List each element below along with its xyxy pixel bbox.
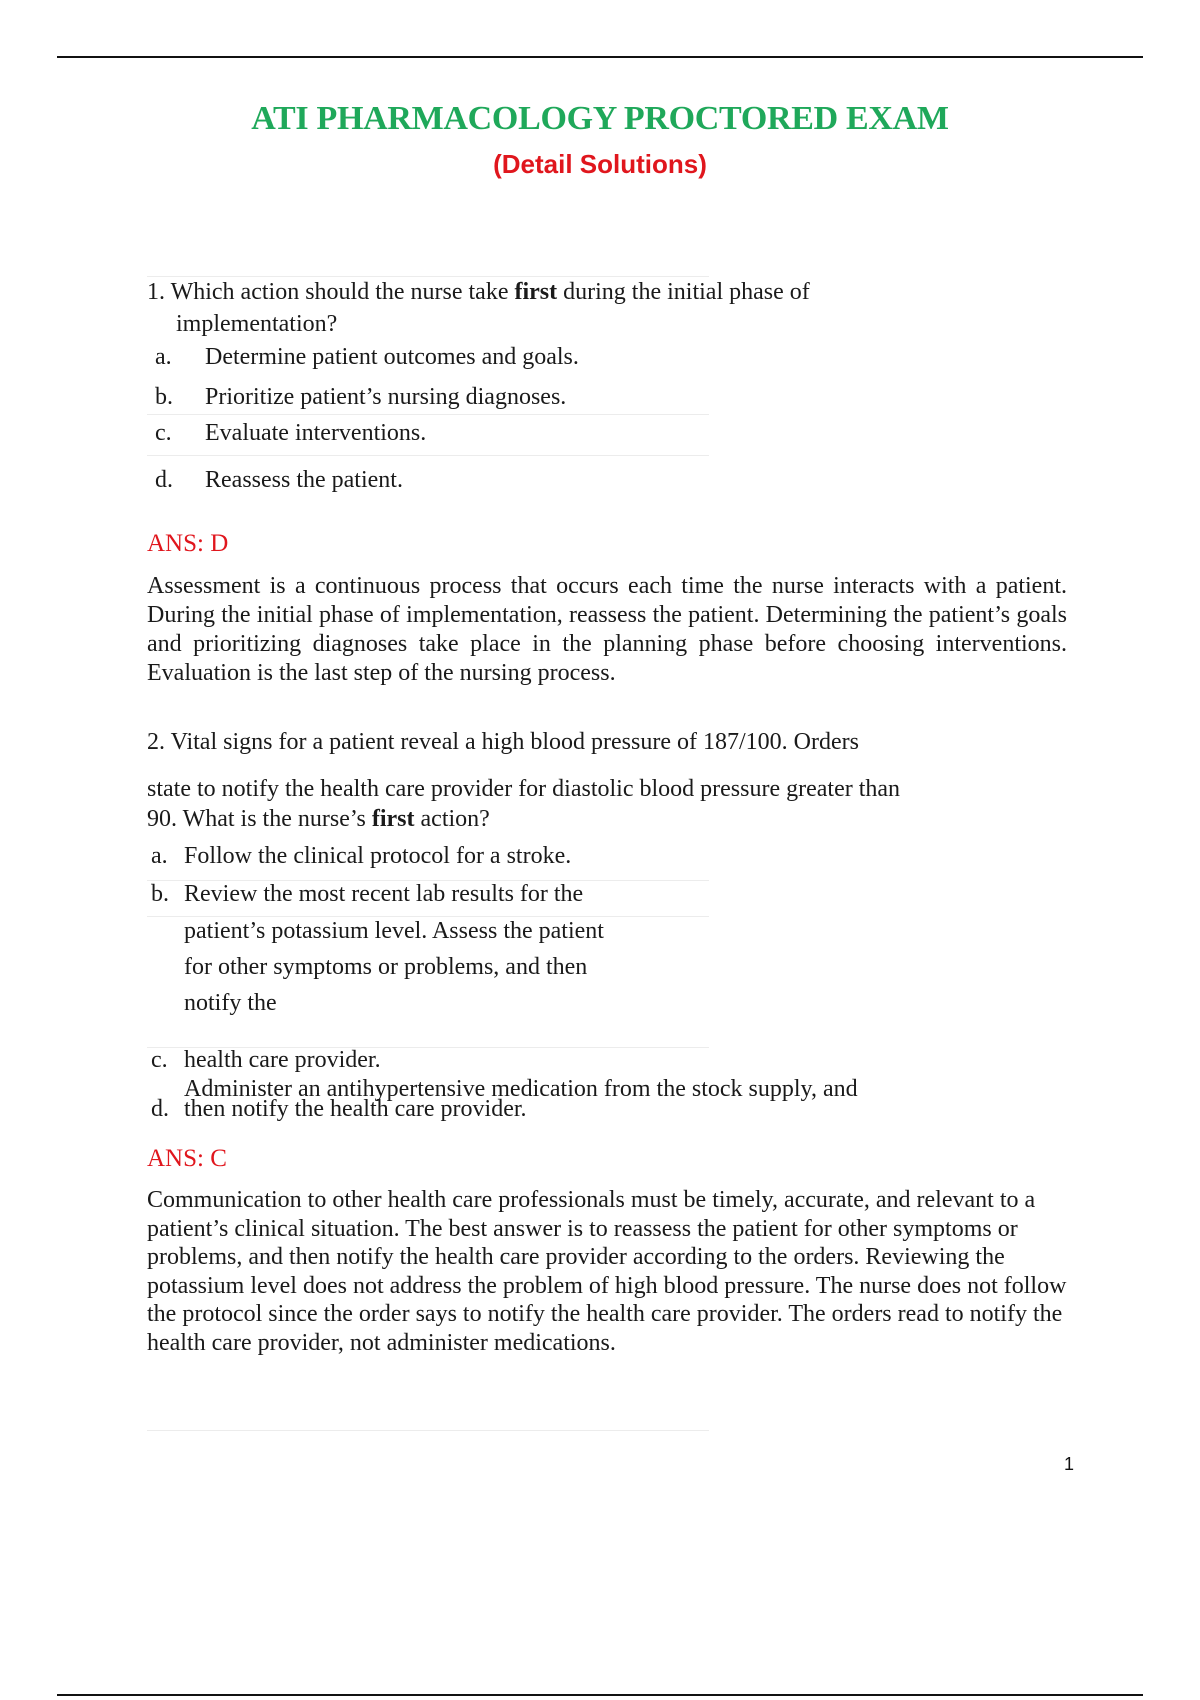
option-letter: a.: [155, 344, 172, 370]
option-text: notify the: [184, 990, 277, 1016]
emphasis-first: first: [371, 806, 415, 832]
option-text: Administer an antihypertensive medication from the stock supply, and: [184, 1076, 858, 1102]
stem-text: during the initial phase of: [563, 279, 810, 305]
top-rule: [57, 56, 1143, 58]
question-2-stem-line3: [147, 805, 490, 833]
rationale-1: Assessment is a continuous process that occurs each time the nurse interacts with a patient. During the initial phase of implementation, reassess the patient. Determining the patient’s goals and prioritizing diagnoses take place in the planning phase before choosing interventions. Evaluation is the last step of the nursing process.: [147, 573, 1067, 686]
faint-rule: [147, 455, 709, 456]
option-text: health care provider.: [184, 1047, 381, 1073]
faint-rule: [147, 1430, 709, 1431]
option-text: patient’s potassium level. Assess the patient: [184, 918, 604, 944]
option-letter: b.: [151, 881, 169, 907]
answer-1: ANS: D: [147, 530, 229, 557]
option-letter: a.: [151, 843, 168, 869]
option-text: then notify the health care provider.: [184, 1096, 527, 1122]
answer-2: ANS: C: [147, 1145, 227, 1172]
document-subtitle: (Detail Solutions): [493, 149, 707, 179]
question-1-stem: [147, 278, 810, 306]
option-text: Follow the clinical protocol for a stroke.: [184, 843, 572, 869]
faint-rule: [147, 276, 709, 277]
question-1-stem-line2: implementation?: [176, 311, 338, 337]
stem-text: 90. What is the nurse’s: [147, 806, 366, 832]
option-text: Evaluate interventions.: [205, 420, 427, 446]
option-text: Review the most recent lab results for the: [184, 881, 584, 907]
bottom-rule: [57, 1694, 1143, 1696]
option-text: for other symptoms or problems, and then: [184, 954, 588, 980]
faint-rule: [147, 414, 709, 415]
option-letter: c.: [155, 420, 172, 446]
page-number: 1: [1064, 1454, 1075, 1474]
option-text: Reassess the patient.: [205, 467, 403, 493]
option-text: Prioritize patient’s nursing diagnoses.: [205, 384, 567, 410]
question-number: 1.: [147, 279, 165, 305]
document-title: ATI PHARMACOLOGY PROCTORED EXAM: [251, 100, 949, 137]
stem-text: action?: [420, 806, 490, 832]
option-letter: d.: [151, 1096, 169, 1122]
question-2-stem-line2: state to notify the health care provider for diastolic blood pressure greater than: [147, 776, 901, 802]
option-letter: c.: [151, 1047, 168, 1073]
option-text: Determine patient outcomes and goals.: [205, 344, 579, 370]
stem-text: Which action should the nurse take: [170, 279, 509, 305]
option-letter: d.: [155, 467, 173, 493]
question-2-stem: 2. Vital signs for a patient reveal a high blood pressure of 187/100. Orders: [147, 729, 859, 755]
emphasis-first: first: [514, 279, 558, 305]
rationale-2: Communication to other health care professionals must be timely, accurate, and relevant to a patient’s clinical situation. The best answer is to reassess the patient for other symptoms or problems, and then notify the health care provider according to the orders. Reviewing the potassium level does not address the problem of high blood pressure. The nurse does not follow the protocol since the order says to notify the health care provider. The orders read to notify the health care provider, not administer medications.: [147, 1187, 1067, 1356]
option-letter: b.: [155, 384, 173, 410]
